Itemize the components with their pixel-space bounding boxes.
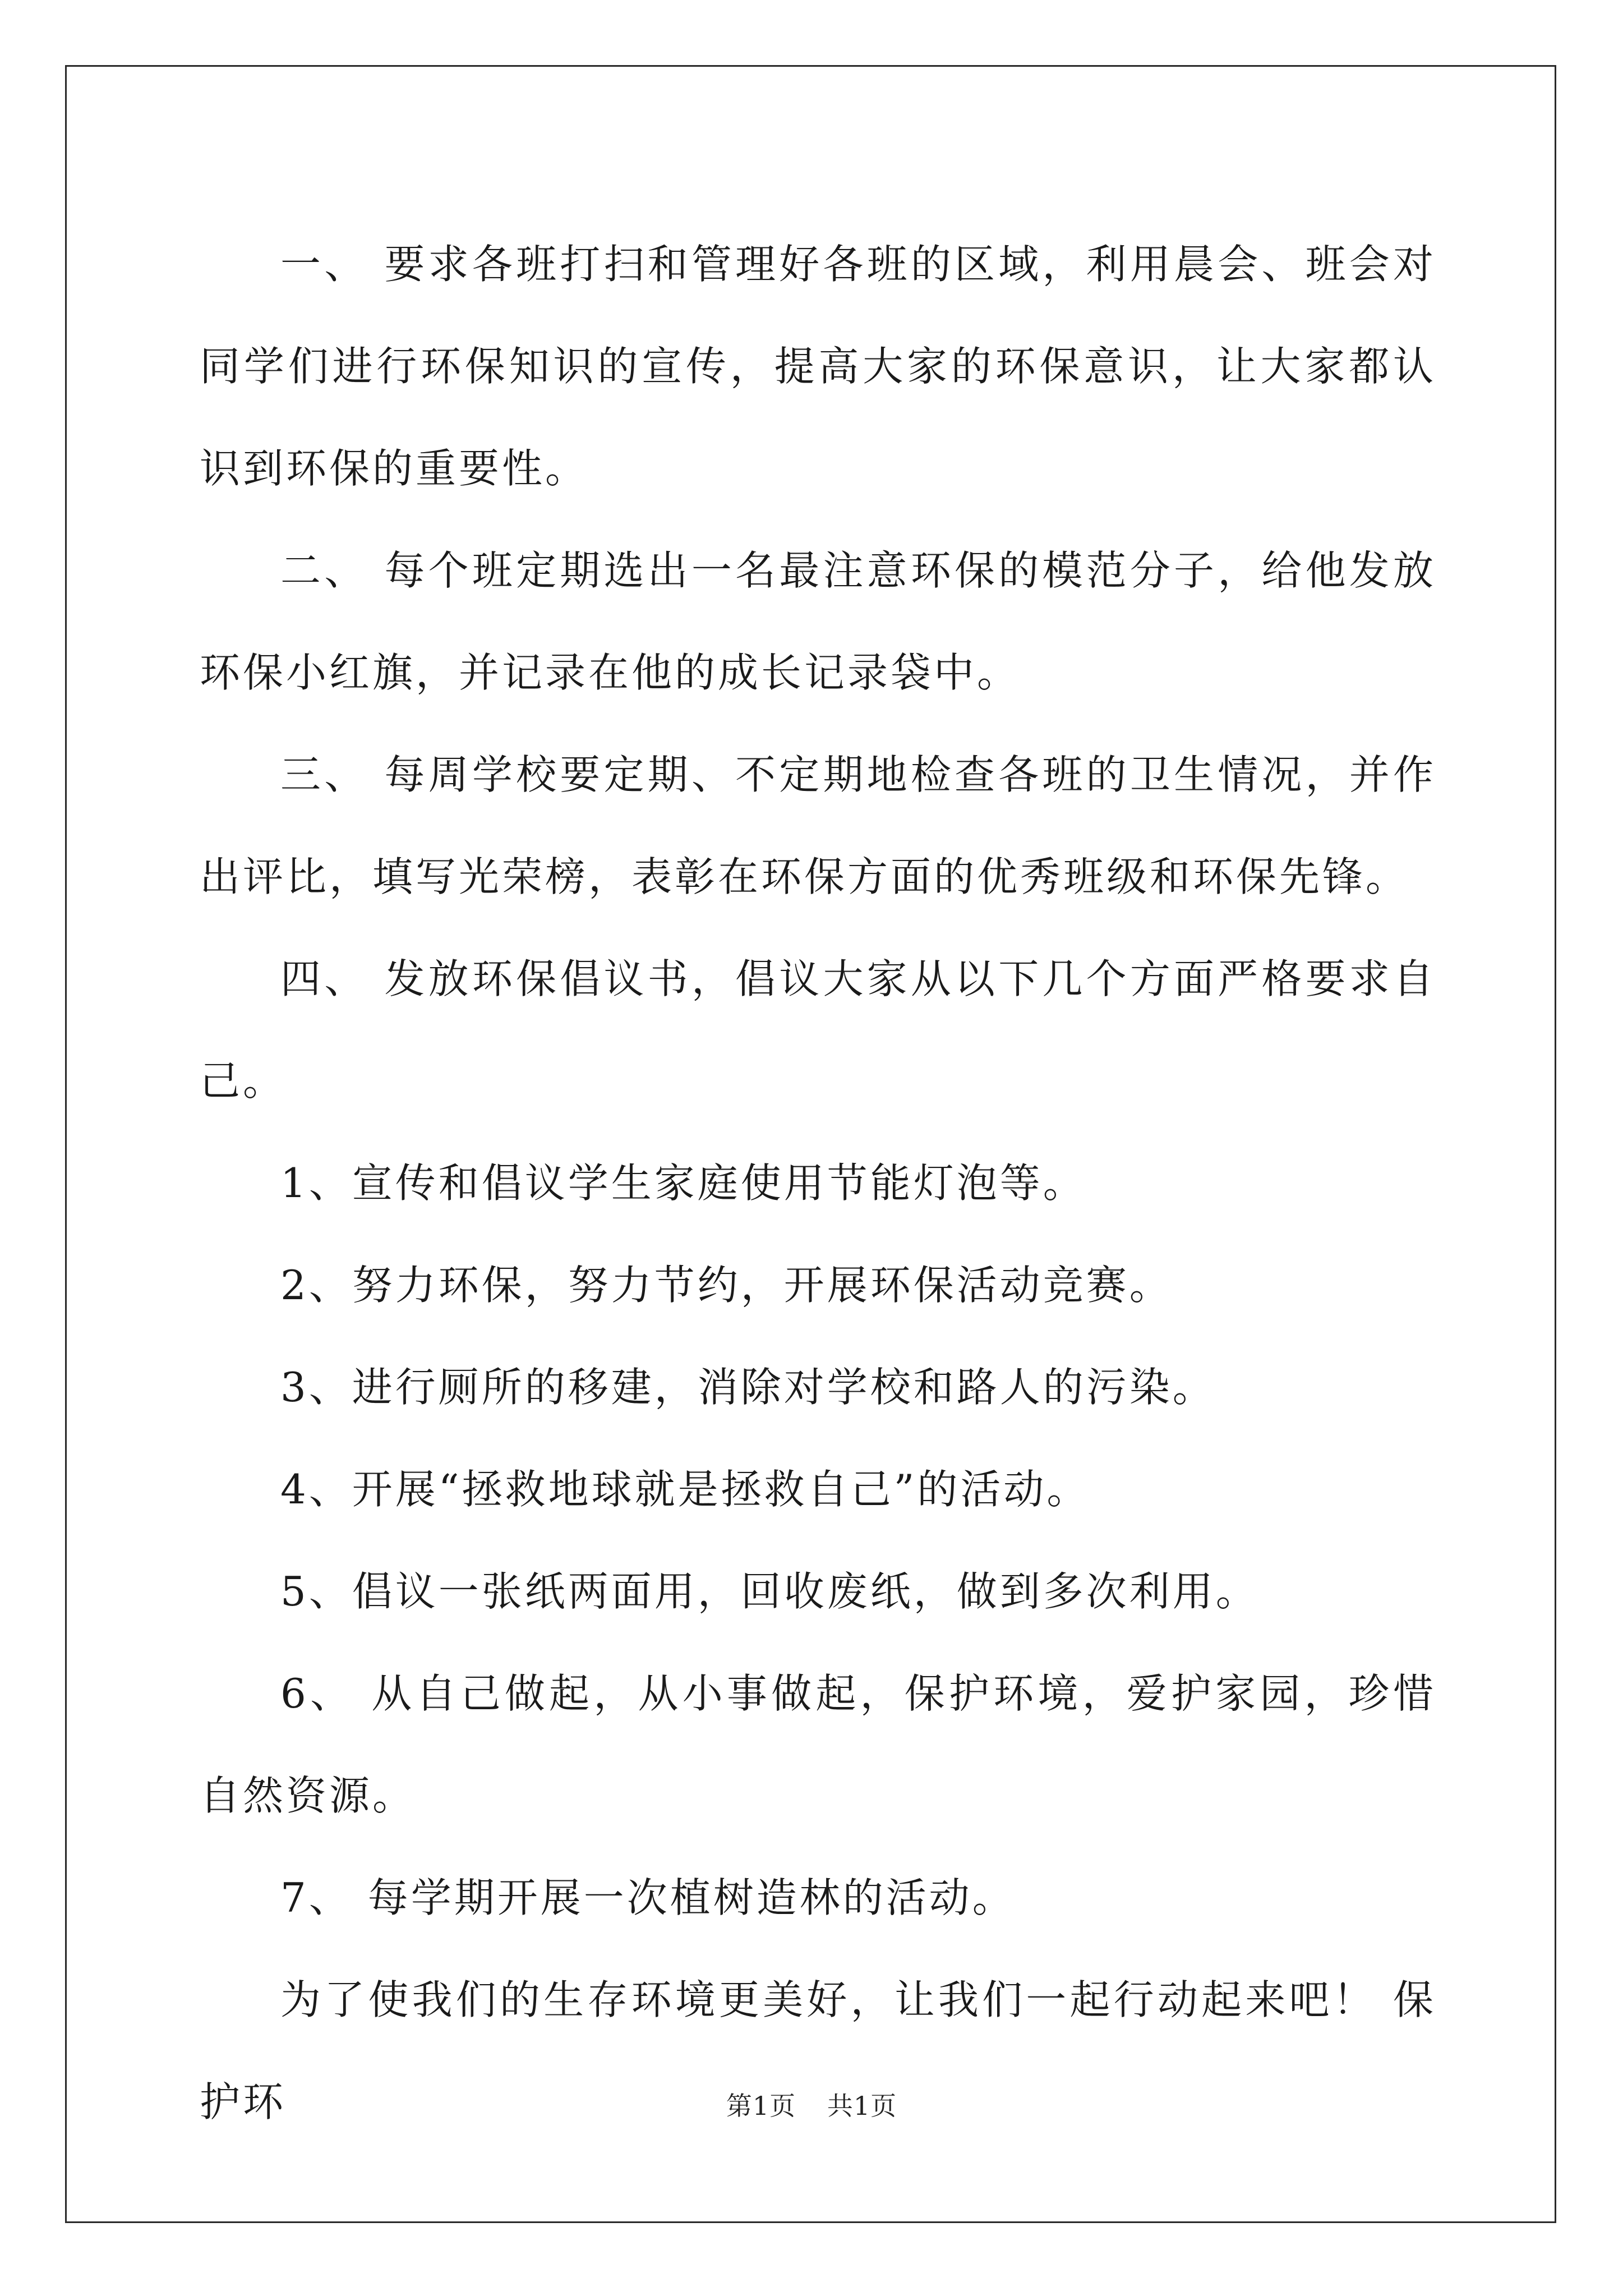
page-footer: [0, 2086, 1623, 2123]
list-item-4: 4、开展“拯救地球就是拯救自己”的活动。: [280, 1466, 1090, 1513]
list-item-3: 3、进行厕所的移建，消除对学校和路人的污染。: [280, 1364, 1216, 1411]
document-body: [200, 213, 1436, 2153]
list-item-2: 2、努力环保，努力节约，开展环保活动竞赛。: [280, 1262, 1173, 1309]
page-number: 第1页: [726, 2091, 796, 2121]
paragraph-2: 二、 每个班定期选出一名最注意环保的模范分子，给他发放环保小红旗，并记录在他的成长记录袋中。: [200, 547, 1436, 696]
list-item-1: 1、宣传和倡议学生家庭使用节能灯泡等。: [280, 1159, 1086, 1207]
page-total: 共1页: [827, 2091, 897, 2121]
paragraph-1: 一、 要求各班打扫和管理好各班的区域，利用晨会、班会对同学们进行环保知识的宣传，提高大家的环保意识，让大家都认识到环保的重要性。: [200, 241, 1436, 492]
paragraph-3: 三、 每周学校要定期、不定期地检查各班的卫生情况，并作出评比，填写光荣榜，表彰在环保方面的优秀班级和环保先锋。: [200, 751, 1436, 900]
list-item-7: 7、 每学期开展一次植树造林的活动。: [280, 1874, 1016, 1921]
list-item-5: 5、倡议一张纸两面用，回收废纸，做到多次利用。: [280, 1568, 1259, 1615]
list-item-6: 6、 从自己做起，从小事做起，保护环境，爱护家园，珍惜自然资源。: [200, 1670, 1436, 1819]
closing-paragraph: 为了使我们的生存环境更美好，让我们一起行动起来吧！ 保护环: [200, 1976, 1436, 2125]
paragraph-4: 四、 发放环保倡议书，倡议大家从以下几个方面严格要求自己。: [200, 955, 1436, 1105]
